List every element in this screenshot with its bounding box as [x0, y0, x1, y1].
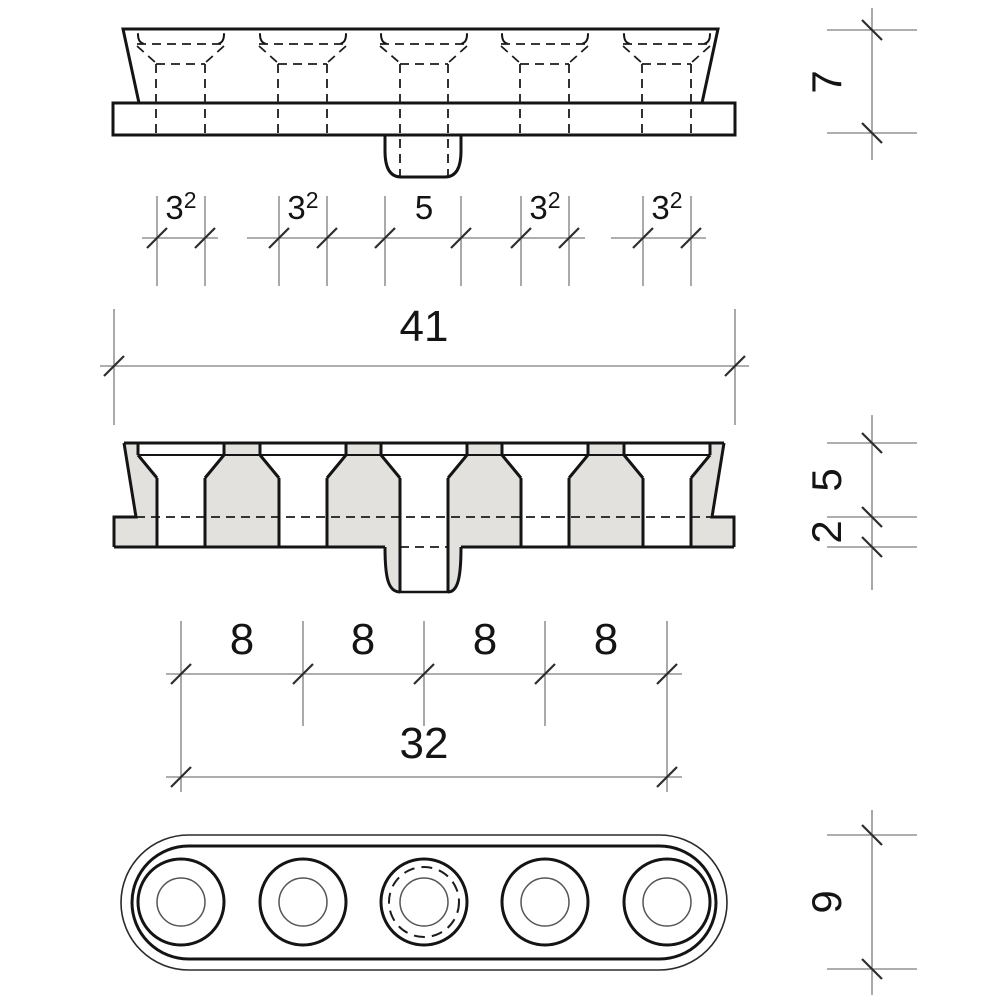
counterbore-walls [624, 443, 710, 455]
section-dimensions [166, 615, 682, 792]
hole-edge-hook [705, 34, 710, 44]
dim-label-pitch-1: 8 [229, 615, 255, 664]
section-fill-left-end [114, 443, 157, 547]
hidden-chamfer-line [259, 46, 278, 63]
shaft-walls [157, 478, 205, 547]
hole-plan-4 [502, 859, 588, 945]
hole-edge-hook [219, 34, 224, 44]
dim-label-pitch-3: 8 [472, 615, 498, 664]
counterbore-circle [138, 859, 224, 945]
section-fill-pillar [327, 443, 400, 547]
section-fill-pillar [569, 443, 643, 547]
hidden-chamfer-line [380, 46, 400, 63]
hole-edge-hook [260, 34, 265, 44]
dim-label-tab: 5 [414, 189, 434, 226]
hidden-chamfer-line [691, 46, 710, 63]
dim-label-top-height: 7 [803, 70, 850, 94]
top-view [113, 29, 735, 177]
shaft-circle [643, 878, 691, 926]
hole-plan-1 [138, 859, 224, 945]
hole-edge-hook [381, 34, 386, 44]
bottom-view [121, 835, 727, 970]
shaft-walls [279, 478, 327, 547]
section-fill-pillar [448, 443, 521, 547]
hole-plan-3-center [381, 859, 467, 945]
vertical-dimension-top-height [803, 8, 917, 160]
counterbore-circle [502, 859, 588, 945]
dim-label-bottom-height: 9 [803, 890, 850, 914]
hole-edge-hook [583, 34, 588, 44]
body-trapezoid-outline [123, 29, 718, 103]
countersunk-hole-top-4 [501, 34, 588, 134]
shaft-circle [279, 878, 327, 926]
plate-outer-edge [121, 835, 727, 970]
countersunk-hole-top-2 [259, 34, 346, 134]
section-fill-right-end [691, 443, 734, 547]
dim-label-overall-width: 41 [399, 302, 449, 351]
countersunk-hole-top-3 [380, 34, 467, 176]
top-view-dimensions [100, 187, 749, 425]
shaft-walls [521, 478, 569, 547]
section-fill-pillar [205, 443, 279, 547]
counterbore-circle [260, 859, 346, 945]
hidden-chamfer-line [205, 46, 224, 63]
dim-label-span: 32 [399, 719, 449, 768]
counterbore-walls [260, 443, 346, 455]
hole-edge-hook [624, 34, 629, 44]
plate-inner-edge [132, 846, 716, 959]
dim-label-hole-5: $3^2$ [651, 187, 683, 226]
section-view [114, 443, 734, 592]
shaft-walls [643, 478, 691, 547]
hidden-chamfer-line [623, 46, 642, 63]
hidden-chamfer-line [569, 46, 588, 63]
vertical-dimension-section-heights [803, 415, 917, 590]
counterbore-walls [138, 443, 224, 455]
bottom-tab-outline [385, 135, 461, 177]
shaft-circle [157, 878, 205, 926]
hidden-chamfer-line [327, 46, 346, 63]
hole-edge-hook [462, 34, 467, 44]
counterbore-walls [502, 443, 588, 455]
countersunk-hole-top-5 [623, 34, 710, 134]
shaft-circle [521, 878, 569, 926]
hidden-chamfer-line [137, 46, 156, 63]
dim-label-pitch-2: 8 [350, 615, 376, 664]
dim-label-hole-2: $3^2$ [287, 187, 319, 226]
counterbore-circle [624, 859, 710, 945]
hidden-chamfer-line [501, 46, 520, 63]
hole-plan-5 [624, 859, 710, 945]
hole-edge-hook [341, 34, 346, 44]
vertical-dimension-bottom-height [803, 810, 917, 995]
shaft-circle [400, 878, 448, 926]
hole-edge-hook [502, 34, 507, 44]
counterbore-circle [381, 859, 467, 945]
dim-label-hole-1: $3^2$ [165, 187, 197, 226]
hidden-chamfer-line [448, 46, 467, 63]
countersunk-hole-top-1 [137, 34, 224, 134]
counterbore-walls [381, 443, 467, 455]
dim-label-flange-height: 2 [803, 520, 850, 544]
dim-label-pitch-4: 8 [593, 615, 619, 664]
shaft-walls [400, 478, 448, 592]
hole-plan-2 [260, 859, 346, 945]
hole-edge-hook [138, 34, 143, 44]
dim-label-hole-4: $3^2$ [529, 187, 561, 226]
dim-label-body-height: 5 [803, 468, 850, 492]
